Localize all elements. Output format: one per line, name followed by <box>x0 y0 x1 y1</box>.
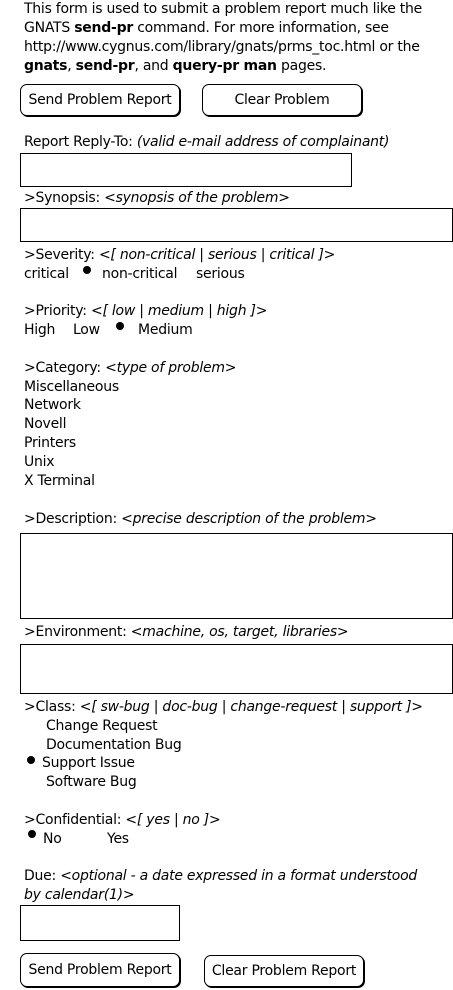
description-label-text: >Description: <box>24 511 122 527</box>
severity-option-non-critical[interactable]: non-critical <box>102 266 178 282</box>
description-textarea[interactable] <box>20 533 453 619</box>
priority-option-medium[interactable]: Medium <box>138 322 193 338</box>
reply-to-hint: (valid e-mail address of complainant) <box>136 134 390 150</box>
intro-query-pr-bold: query-pr man <box>172 58 277 74</box>
synopsis-input[interactable] <box>20 208 453 242</box>
class-option-change-request[interactable]: Change Request <box>46 718 158 734</box>
intro-sep-3: pages. <box>276 58 327 74</box>
send-problem-report-bottom-button[interactable]: Send Problem Report <box>20 953 180 987</box>
category-option-x-terminal[interactable]: X Terminal <box>24 473 95 489</box>
priority-selected-radio-icon[interactable] <box>116 322 124 330</box>
intro-sep-2: , and <box>134 58 173 74</box>
description-label <box>24 510 377 528</box>
intro-gnats-bold: gnats <box>24 58 68 74</box>
class-label-text: >Class: <box>24 699 80 715</box>
class-option-documentation-bug[interactable]: Documentation Bug <box>46 737 182 753</box>
confidential-hint: <[ yes | no ]> <box>125 812 221 828</box>
intro-line-2-rest: command. For more information, see <box>133 20 389 36</box>
synopsis-label-text: >Synopsis: <box>24 190 105 206</box>
class-label <box>24 698 423 716</box>
send-problem-report-button[interactable]: Send Problem Report <box>20 84 180 116</box>
category-label <box>24 359 236 377</box>
reply-to-input[interactable] <box>20 153 352 187</box>
environment-label-text: >Environment: <box>24 624 131 640</box>
category-label-text: >Category: <box>24 360 106 376</box>
confidential-option-yes[interactable]: Yes <box>107 831 129 847</box>
due-hint-line-2: by calendar(1)> <box>24 887 135 903</box>
due-date-input[interactable] <box>20 905 180 941</box>
intro-line-2 <box>24 19 389 37</box>
category-option-miscellaneous[interactable]: Miscellaneous <box>24 379 119 395</box>
category-option-unix[interactable]: Unix <box>24 454 55 470</box>
severity-option-critical[interactable]: critical <box>24 266 69 282</box>
environment-hint: <machine, os, target, libraries> <box>130 624 349 640</box>
severity-option-serious[interactable]: serious <box>196 266 245 282</box>
intro-send-pr-bold: send-pr <box>75 58 135 74</box>
due-hint-line-1: <optional - a date expressed in a format understood <box>60 868 418 884</box>
environment-textarea[interactable] <box>20 644 453 694</box>
severity-hint: <[ non-critical | serious | critical ]> <box>98 247 336 263</box>
intro-line-1: This form is used to submit a problem report much like the <box>24 1 423 17</box>
class-hint: <[ sw-bug | doc-bug | change-request | support ]> <box>79 699 423 715</box>
priority-option-high[interactable]: High <box>24 322 56 338</box>
priority-hint: <[ low | medium | high ]> <box>90 303 268 319</box>
environment-label <box>24 623 348 641</box>
intro-sep-1: , <box>67 58 76 74</box>
due-label-text: Due: <box>24 868 61 884</box>
priority-label-text: >Priority: <box>24 303 91 319</box>
category-option-novell[interactable]: Novell <box>24 416 67 432</box>
intro-url: http://www.cygnus.com/library/gnats/prms_toc.html or the <box>24 39 420 55</box>
intro-gnats: GNATS <box>24 20 75 36</box>
confidential-label-text: >Confidential: <box>24 812 126 828</box>
description-hint: <precise description of the problem> <box>121 511 377 527</box>
category-hint: <type of problem> <box>105 360 237 376</box>
synopsis-hint: <synopsis of the problem> <box>104 190 290 206</box>
synopsis-label <box>24 189 290 207</box>
priority-option-low[interactable]: Low <box>73 322 100 338</box>
severity-selected-radio-icon[interactable] <box>83 266 91 274</box>
class-selected-radio-icon[interactable] <box>27 756 35 764</box>
class-option-software-bug[interactable]: Software Bug <box>46 774 137 790</box>
intro-line-4 <box>24 57 326 75</box>
reply-to-label-text: Report Reply-To: <box>24 134 137 150</box>
category-option-network[interactable]: Network <box>24 397 81 413</box>
reply-to-label <box>24 133 389 151</box>
intro-send-pr: send-pr <box>74 20 134 36</box>
severity-label <box>24 246 335 264</box>
confidential-label <box>24 811 220 829</box>
confidential-option-no[interactable]: No <box>43 831 62 847</box>
clear-problem-report-button[interactable]: Clear Problem Report <box>204 955 364 987</box>
due-label <box>24 867 417 885</box>
confidential-selected-radio-icon[interactable] <box>28 830 36 838</box>
severity-label-text: >Severity: <box>24 247 99 263</box>
class-option-support-issue[interactable]: Support Issue <box>42 755 135 771</box>
clear-problem-button[interactable]: Clear Problem <box>202 84 362 116</box>
priority-label <box>24 302 267 320</box>
category-option-printers[interactable]: Printers <box>24 435 76 451</box>
